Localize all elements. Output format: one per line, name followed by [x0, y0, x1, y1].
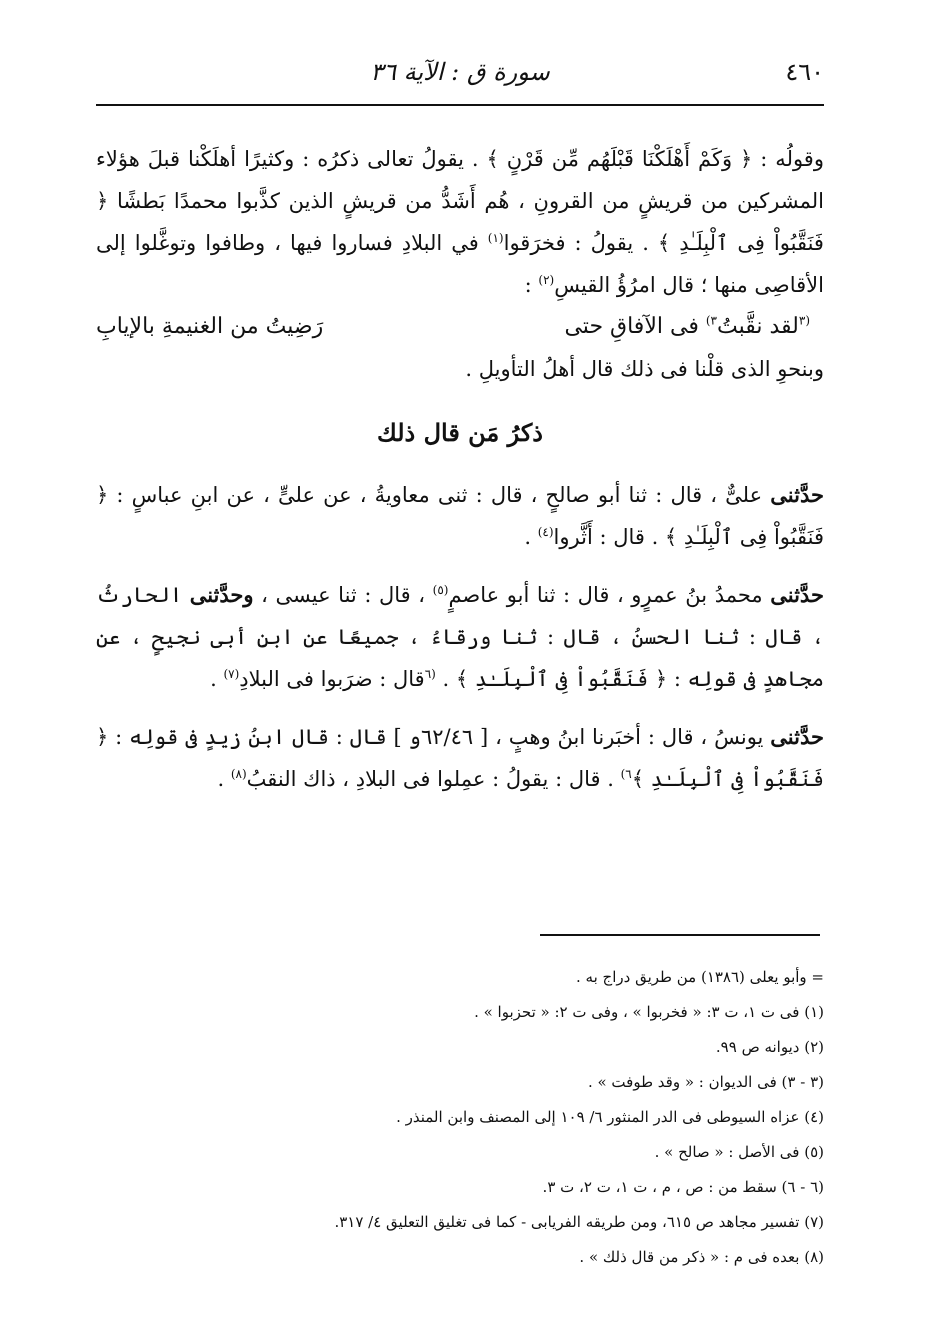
main-text	[96, 138, 824, 800]
report-lead: حدَّثنى	[770, 482, 824, 507]
text-line: في البلادِ فساروا فيها ، وطافوا	[205, 231, 479, 255]
hadith-report-2: حدَّثنى محمدُ بنُ عمرٍو ، قال : ثنا أبو عاصمٍ$^{(٥)}$ ، قال : ثنا عيسى ، وحدَّثنى الحارثُ ، قال : ثنا الحسنُ ، قال : ثنا ورقاءُ ، جميعًا عن ابنِ أبى نجيحٍ ، عن مجاهدٍ فى قولِه : ﴿ فَنَقَّبُواْ فِى ٱلْبِلَـٰدِ ﴾ . $^{(٦}$قال : ضرَبوا فى البلادِ$^{(٧)}$ .	[96, 582, 824, 691]
hadith-report-3: حدَّثنى يونسُ ، قال : أخبَرنا ابنُ وهبٍ ، [ ٦٢/٤٦و ] قال : قال ابنُ زيدٍ فى قولِه : ﴿ فَنَقَّبُواْ فِى ٱلْبِلَـٰدِ ﴾$^{٦)}$ . قال : يقولُ : عمِلوا فى البلادِ ، ذاك النقبُ$^{(٨)}$ .	[96, 724, 824, 791]
report-lead: حدَّثنى	[770, 582, 824, 607]
footnote-item: (٧) تفسير مجاهد ص ٦١٥، ومن طريقه الفريابى - كما فى تغليق التعليق ٤/ ٣١٧.	[334, 1213, 824, 1231]
verse-hemistich-left: رَضِيتُ من الغنيمةِ بالإيابِ	[96, 314, 324, 339]
page-number: ٤٦٠	[785, 58, 824, 86]
verse-hemistich-right: $^{(٣}$لقد نقَّبتُ$^{٣)}$ فى الآفاقِ حتى	[564, 313, 810, 339]
footnote-item: (٦ - ٦) سقط من : ص ، م ، ت ١، ت ٢، ت ٣.	[542, 1178, 824, 1196]
section-heading: ذكرُ مَن قال ذلك	[377, 418, 543, 447]
footnote-marker: (٣	[798, 313, 810, 328]
footnote-item: (٤) عزاه السيوطى فى الدر المنثور ٦/ ١٠٩ إلى المصنف وابن المنذر .	[396, 1108, 824, 1126]
footnote-marker: ٦)	[620, 767, 632, 781]
footnote-marker: (٧)	[223, 667, 240, 681]
page-header	[96, 52, 824, 98]
text-line: بَطشًا ﴿ فَنَقَّبُواْ فِى ٱلْبِلَـٰدِ ﴾ . يقولُ : فخرَقوا	[96, 189, 824, 255]
footnote-marker: (٥)	[432, 583, 449, 597]
paragraph-commentary	[96, 138, 824, 306]
footnote-rule	[540, 934, 820, 936]
footnote-item: (٢) ديوانه ص ٩٩.	[715, 1038, 824, 1056]
poetry-verse	[96, 306, 824, 348]
footnote-item: (٣ - ٣) فى الديوان : « وقد طوفت » .	[587, 1073, 824, 1091]
running-title: سورة ق : الآية ٣٦	[370, 58, 550, 86]
footnote-item: (١) فى ت ١، ت ٣: « فخربوا » ، وفى ت ٢: « تحزبوا » .	[474, 1003, 824, 1021]
footnote-item: (٨) بعده فى م : « ذكر من قال ذلك » .	[579, 1248, 824, 1266]
footnote-marker: (٤)	[537, 525, 554, 539]
report-lead: حدَّثنى	[770, 724, 824, 749]
footnote-marker: (٢)	[538, 273, 555, 287]
text-line: :	[524, 273, 532, 297]
text-line: قبلَ هؤلاء المشركين من قريشٍ من القرونِ ، هُم أَشَدُّ من قريشٍ الذين كذَّبوا محمدًا	[96, 147, 824, 213]
report-lead: وحدَّثنى	[189, 582, 254, 607]
footnotes	[96, 960, 824, 1275]
paragraph-summary: وبنحوِ الذى قلْنا فى ذلك قال أهلُ التأويلِ .	[465, 357, 824, 381]
footnote-marker: (٨)	[230, 767, 247, 781]
footnote-marker: (١)	[487, 231, 504, 245]
text-line: وقولُه : ﴿ وَكَمْ أَهْلَكْنَا قَبْلَهُم مِّن قَرْنٍ ﴾ . يقولُ تعالى ذكرُه : وكثيرًا أهلَكْنا	[187, 147, 824, 171]
text-line: وتوغَّلوا إلى الأقاصِى منها ؛ قال امرُؤُ القيسِ	[96, 231, 824, 297]
footnote-marker: (٦	[424, 667, 436, 681]
hadith-report-1: حدَّثنى علىٌّ ، قال : ثنا أبو صالحٍ ، قال : ثنى معاويةُ ، عن علىٍّ ، عن ابنِ عباسٍ : ﴿ فَنَقَّبُواْ فِى ٱلْبِلَـٰدِ ﴾ . قال : أَثَّروا$^{(٤)}$ .	[96, 482, 824, 549]
footnote-item: (٥) فى الأصل : « صالح » .	[654, 1143, 824, 1161]
header-rule	[96, 104, 824, 106]
footnote-marker: ٣)	[705, 313, 717, 328]
footnote-item: = وأبو يعلى (١٣٨٦) من طريق دراج به .	[576, 968, 824, 986]
